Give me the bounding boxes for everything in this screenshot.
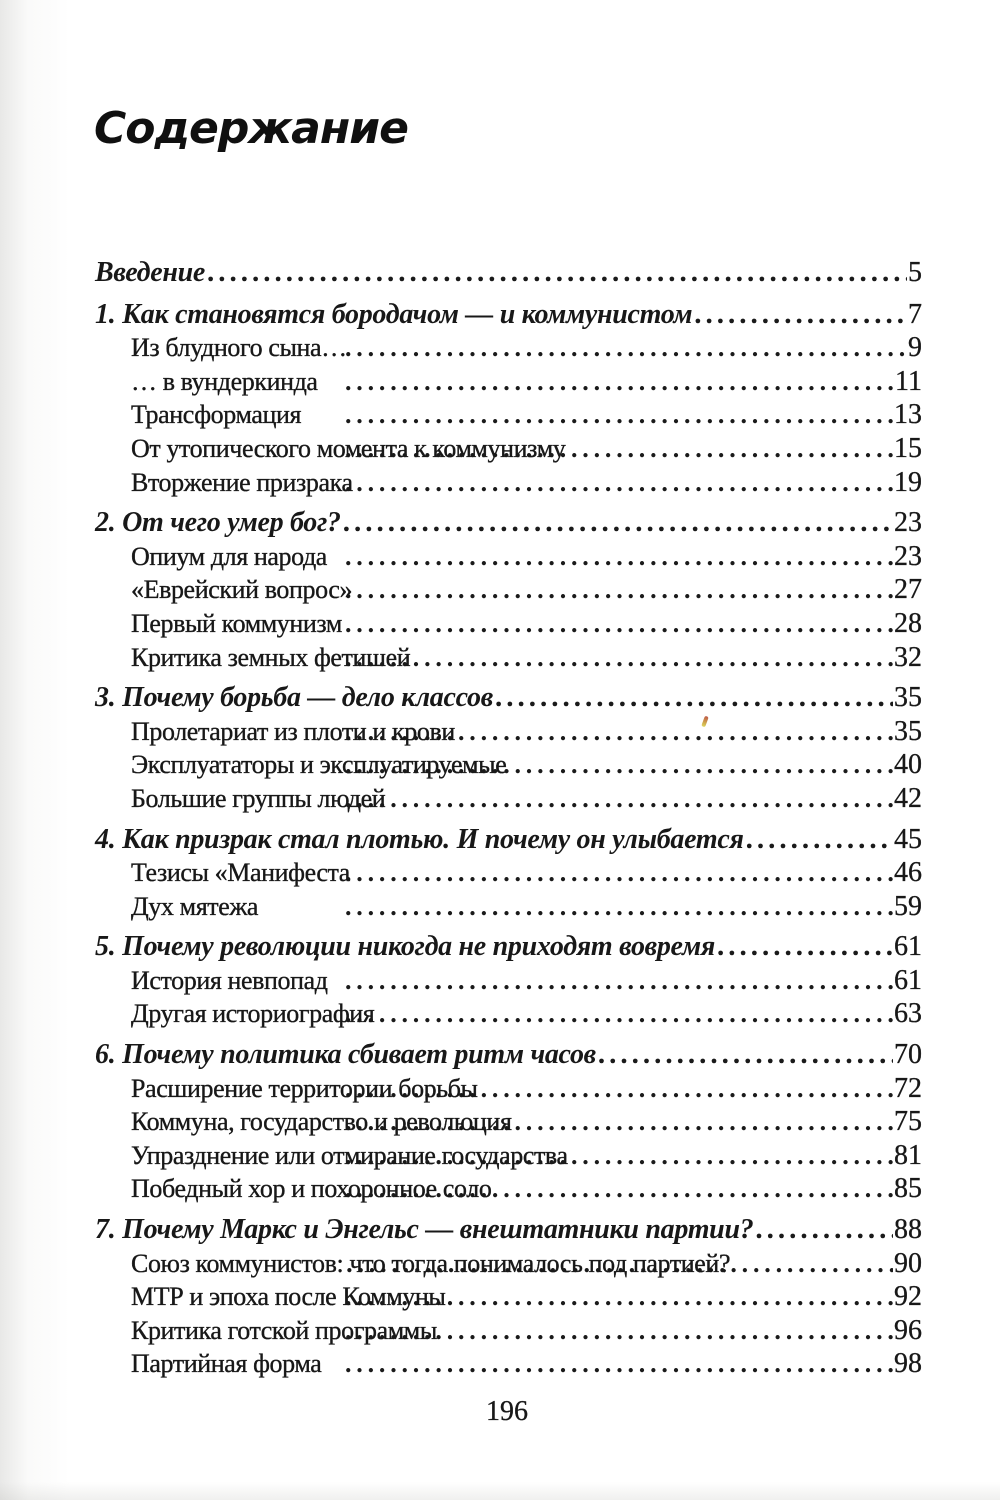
toc-entry xyxy=(95,331,922,365)
toc-entry-page-number: 32 xyxy=(894,641,922,673)
toc-entry-label: Коммуна, государство и революция xyxy=(131,1107,512,1137)
dot-leader xyxy=(345,1172,893,1206)
toc-entry-page-number: 35 xyxy=(894,715,922,747)
toc-entry-label: «Еврейский вопрос» xyxy=(131,575,353,605)
dot-leader xyxy=(598,1038,893,1072)
dot-leader xyxy=(345,466,893,500)
toc-entry-page-number: 92 xyxy=(894,1281,922,1313)
dot-leader xyxy=(345,607,893,641)
toc-entry xyxy=(95,398,922,432)
toc-entry-page-number: 85 xyxy=(894,1173,922,1205)
toc-entry xyxy=(95,365,922,399)
toc-entry-label: Союз коммунистов: что тогда понималось под партией? xyxy=(131,1248,731,1278)
dot-leader xyxy=(345,1280,893,1314)
toc-entry xyxy=(95,1072,922,1106)
page-title: Содержание xyxy=(94,103,408,155)
toc-entry-page-number: 11 xyxy=(895,365,922,397)
toc-entry-label: Пролетариат из плоти и крови xyxy=(131,716,455,746)
toc-entry-label: 5. Почему революции никогда не приходят вовремя xyxy=(95,931,715,963)
toc-entry-label: Из блудного сына… xyxy=(131,333,359,363)
toc-entry-label: 1. Как становятся бородачом — и коммунистом xyxy=(95,298,693,330)
toc-entry xyxy=(95,930,922,964)
toc-entry-label: Критика готской программы xyxy=(131,1315,444,1345)
toc-entry-page-number: 59 xyxy=(894,890,922,922)
toc-entry xyxy=(95,1139,922,1173)
toc-entry xyxy=(95,573,922,607)
toc-entry xyxy=(95,1247,922,1281)
toc-entry xyxy=(95,748,922,782)
toc-entry-page-number: 19 xyxy=(894,466,922,498)
toc-entry xyxy=(95,466,922,500)
toc-entry xyxy=(95,1172,922,1206)
toc-entry-page-number: 98 xyxy=(894,1348,922,1380)
toc-entry xyxy=(95,1038,922,1072)
dot-leader xyxy=(343,506,893,540)
dot-leader xyxy=(345,782,893,816)
scan-left-edge-shading xyxy=(0,0,70,1500)
dot-leader xyxy=(345,331,907,365)
dot-leader xyxy=(345,641,893,675)
toc-entry-label: Расширение территории борьбы xyxy=(131,1073,478,1103)
dot-leader xyxy=(345,856,893,890)
dot-leader xyxy=(755,1213,893,1247)
toc-entry xyxy=(95,540,922,574)
dot-leader xyxy=(345,540,893,574)
toc-entry-page-number: 46 xyxy=(894,857,922,889)
toc-entry-page-number: 9 xyxy=(908,332,922,364)
toc-entry-label: Критика земных фетишей xyxy=(131,642,411,672)
toc-entry-page-number: 63 xyxy=(894,998,922,1030)
dot-leader xyxy=(345,997,893,1031)
toc-entry-page-number: 81 xyxy=(894,1139,922,1171)
toc-entry-page-number: 35 xyxy=(894,682,922,714)
toc-entry-page-number: 27 xyxy=(894,574,922,606)
toc-entry xyxy=(95,1347,922,1381)
dot-leader xyxy=(495,681,893,715)
toc-entry-label: Первый коммунизм xyxy=(131,608,342,638)
toc-entry xyxy=(95,298,922,332)
dot-leader xyxy=(345,1314,893,1348)
dot-leader xyxy=(746,823,893,857)
toc-entry-page-number: 61 xyxy=(894,964,922,996)
dot-leader xyxy=(345,890,893,924)
toc-entry-page-number: 88 xyxy=(894,1214,922,1246)
toc-entry-page-number: 72 xyxy=(894,1072,922,1104)
toc-entry-page-number: 40 xyxy=(894,749,922,781)
toc-entry xyxy=(95,1105,922,1139)
toc-entry-page-number: 75 xyxy=(894,1106,922,1138)
toc-entry-page-number: 70 xyxy=(894,1039,922,1071)
scan-bottom-edge-shading xyxy=(0,1482,1000,1500)
toc-entry-label: История невпопад xyxy=(131,965,328,995)
dot-leader xyxy=(345,1105,893,1139)
dot-leader xyxy=(345,1072,893,1106)
footer-page-number: 196 xyxy=(486,1396,528,1427)
dot-leader xyxy=(345,964,893,998)
toc-entry-page-number: 96 xyxy=(894,1314,922,1346)
dot-leader xyxy=(346,1247,893,1281)
toc-entry xyxy=(95,1314,922,1348)
toc-entry-page-number: 7 xyxy=(908,298,922,330)
toc-entry xyxy=(95,782,922,816)
toc-entry xyxy=(95,1213,922,1247)
toc-entry-page-number: 28 xyxy=(894,607,922,639)
dot-leader xyxy=(694,298,907,332)
toc-entry-label: 6. Почему политика сбивает ритм часов xyxy=(95,1039,596,1071)
toc-entry-page-number: 13 xyxy=(894,399,922,431)
toc-entry-label: Введение xyxy=(95,257,206,288)
toc-entry-page-number: 45 xyxy=(894,823,922,855)
toc-entry-label: Другая историография xyxy=(131,999,375,1029)
toc-entry-label: Партийная форма xyxy=(131,1349,322,1379)
toc-entry-label: Дух мятежа xyxy=(131,891,259,921)
toc-entry-label: Большие группы людей xyxy=(131,783,386,813)
toc-entry xyxy=(95,856,922,890)
toc-entry-page-number: 61 xyxy=(894,931,922,963)
toc-entry xyxy=(95,715,922,749)
dot-leader xyxy=(717,930,893,964)
dot-leader xyxy=(345,432,893,466)
toc-entry xyxy=(95,890,922,924)
toc-entry-page-number: 23 xyxy=(894,540,922,572)
dot-leader xyxy=(345,748,893,782)
toc-entry-label: Тезисы «Манифеста xyxy=(131,858,350,888)
toc-entry xyxy=(95,256,922,290)
toc-entry-label: МТР и эпоха после Коммуны xyxy=(131,1282,446,1312)
toc-entry-label: 2. От чего умер бог? xyxy=(95,507,341,539)
dot-leader xyxy=(345,573,893,607)
toc-entry xyxy=(95,997,922,1031)
dot-leader xyxy=(345,398,893,432)
toc-entry xyxy=(95,607,922,641)
toc-entry-page-number: 23 xyxy=(894,507,922,539)
toc-entry-label: От утопического момента к коммунизму xyxy=(131,433,566,463)
toc-entry xyxy=(95,432,922,466)
toc-entry-label: 4. Как призрак стал плотью. И почему он улыбается xyxy=(95,823,744,855)
toc-entry-page-number: 42 xyxy=(894,782,922,814)
toc-entry xyxy=(95,641,922,675)
toc-entry xyxy=(95,964,922,998)
toc-entry-label: 7. Почему Маркс и Энгельс — внештатники партии? xyxy=(95,1214,754,1246)
dot-leader xyxy=(345,1347,893,1381)
toc-entry-page-number: 5 xyxy=(908,257,922,288)
toc-entry-label: Трансформация xyxy=(131,400,302,430)
toc-entry xyxy=(95,1280,922,1314)
toc-entry-label: Вторжение призрака xyxy=(131,467,359,497)
toc-entry-label: Победный хор и похоронное соло xyxy=(131,1174,492,1204)
toc-list xyxy=(95,256,922,1381)
dot-leader xyxy=(345,365,894,399)
toc-entry-label: … в вундеркинда xyxy=(131,366,318,396)
dot-leader xyxy=(345,715,893,749)
toc-entry-label: Эксплуататоры и эксплуатируемые xyxy=(131,750,507,780)
toc-entry-page-number: 90 xyxy=(894,1247,922,1279)
dot-leader xyxy=(345,1139,893,1173)
toc-entry xyxy=(95,823,922,857)
toc-entry xyxy=(95,506,922,540)
toc-entry-page-number: 15 xyxy=(894,432,922,464)
toc-entry-label: 3. Почему борьба — дело классов xyxy=(95,682,493,714)
toc-entry xyxy=(95,681,922,715)
toc-entry-label: Опиум для народа xyxy=(131,541,327,571)
toc-entry-label: Упразднение или отмирание государства xyxy=(131,1140,568,1170)
dot-leader xyxy=(207,256,907,290)
